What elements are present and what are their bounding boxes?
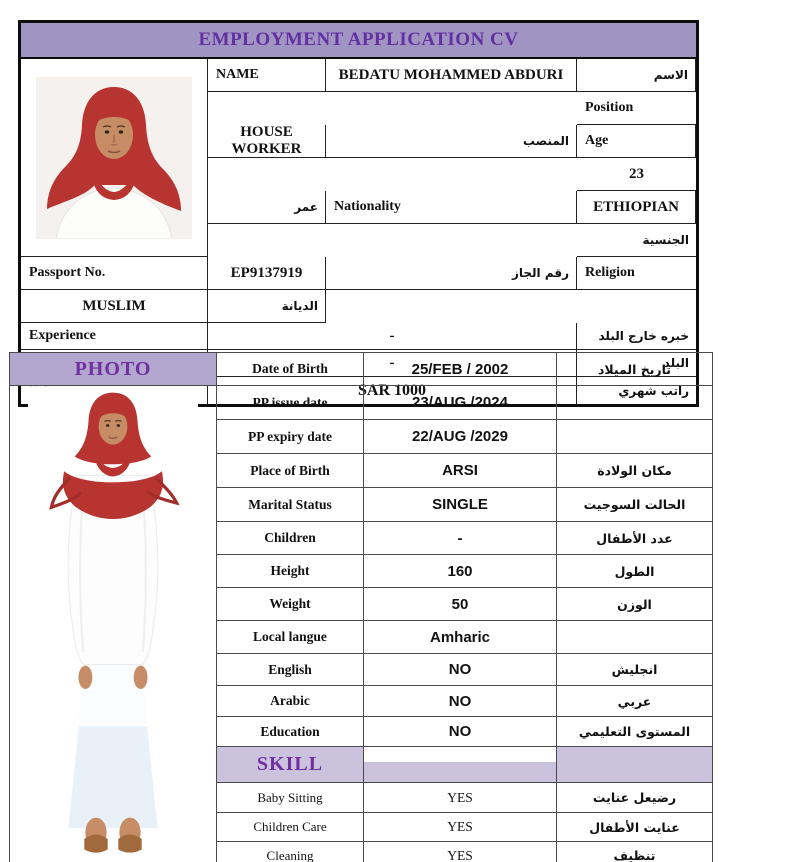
- field-label: Experience: [21, 323, 208, 350]
- bottom-table: [9, 352, 713, 862]
- field-label: Local langue: [217, 621, 364, 654]
- field-label-arabic: [557, 621, 712, 654]
- field-label: Height: [217, 555, 364, 588]
- field-value: NO: [364, 686, 557, 717]
- photo-section-header: PHOTO: [10, 353, 217, 386]
- skill-label-arabic: رضيعل عنايت: [557, 783, 712, 813]
- field-value: EP9137919: [208, 257, 326, 290]
- skill-label: Cleaning: [217, 842, 364, 862]
- page-title: EMPLOYMENT APPLICATION CV: [21, 23, 696, 59]
- headshot-illustration: [36, 77, 192, 239]
- field-label-arabic: الاسم: [577, 59, 696, 92]
- skill-label: Baby Sitting: [217, 783, 364, 813]
- white-strip: [364, 747, 556, 762]
- field-label: Weight: [217, 588, 364, 621]
- field-value: NO: [364, 654, 557, 686]
- field-value: -: [208, 350, 577, 377]
- full-body-photo: [10, 386, 217, 862]
- headshot-photo: [21, 59, 208, 257]
- field-label-arabic: المستوى التعليمي: [557, 717, 712, 747]
- field-value: ETHIOPIAN: [577, 191, 696, 224]
- field-value: -: [364, 522, 557, 555]
- field-value: BEDATU MOHAMMED ABDURI: [326, 59, 577, 92]
- skill-band-middle: [364, 747, 557, 783]
- field-label: Marital Status: [217, 488, 364, 522]
- field-label-arabic: الحالت السوجيت: [557, 488, 712, 522]
- field-value: ARSI: [364, 454, 557, 488]
- field-label-arabic: عربي: [557, 686, 712, 717]
- skill-label: Children Care: [217, 813, 364, 842]
- field-label: English: [217, 654, 364, 686]
- skill-value: YES: [364, 783, 557, 813]
- field-label: Position: [577, 92, 696, 125]
- field-label-arabic: انجليش: [557, 654, 712, 686]
- field-value: 50: [364, 588, 557, 621]
- field-label-arabic: الديانة: [208, 290, 326, 323]
- field-label-arabic: الطول: [557, 555, 712, 588]
- skill-label-arabic: تنظيف: [557, 842, 712, 862]
- field-label-arabic: رقم الجاز: [326, 257, 577, 290]
- field-label-arabic: [557, 386, 712, 420]
- field-label-arabic: [557, 420, 712, 454]
- field-label-arabic: الجنسية: [577, 224, 696, 257]
- full-body-illustration: [28, 386, 198, 856]
- field-label: Nationality: [326, 191, 577, 224]
- field-value: SINGLE: [364, 488, 557, 522]
- field-label-arabic: عمر: [208, 191, 326, 224]
- field-value: MUSLIM: [21, 290, 208, 323]
- field-label-arabic: راتب شهري: [618, 383, 689, 398]
- field-label: Age: [577, 125, 696, 158]
- field-label-arabic: البلد: [577, 350, 696, 377]
- field-value: NO: [364, 717, 557, 747]
- field-label: Date of Birth: [217, 353, 364, 386]
- field-label: PP issue date: [217, 386, 364, 420]
- skill-value: YES: [364, 842, 557, 862]
- skill-label-arabic: عنايت الأطفال: [557, 813, 712, 842]
- field-value: 22/AUG /2029: [364, 420, 557, 454]
- field-value: 23: [577, 158, 696, 191]
- field-value: -: [208, 323, 577, 350]
- field-label-arabic: خبره خارج البلد: [577, 323, 696, 350]
- field-label: Arabic: [217, 686, 364, 717]
- field-value: HOUSE WORKER: [208, 125, 326, 158]
- personal-info-table: [21, 59, 696, 323]
- field-label: Education: [217, 717, 364, 747]
- skill-section-header: SKILL: [217, 747, 364, 783]
- field-label: Children: [217, 522, 364, 555]
- field-label: Place of Birth: [217, 454, 364, 488]
- field-value: Amharic: [364, 621, 557, 654]
- field-label: NAME: [208, 59, 326, 92]
- field-value: 23/AUG /2024: [364, 386, 557, 420]
- field-label: PP expiry date: [217, 420, 364, 454]
- top-table: [18, 20, 699, 407]
- field-label-arabic: الوزن: [557, 588, 712, 621]
- field-label-arabic: مكان الولادة: [557, 454, 712, 488]
- skill-band-right: [557, 747, 712, 783]
- field-value: 25/FEB / 2002: [364, 353, 557, 386]
- field-value: 160: [364, 555, 557, 588]
- field-label: Passport No.: [21, 257, 208, 290]
- field-label-arabic: تاريخ الميلاد: [557, 353, 712, 386]
- field-label-arabic: المنصب: [326, 125, 577, 158]
- skill-value: YES: [364, 813, 557, 842]
- field-label: Religion: [577, 257, 696, 290]
- field-label-arabic: عدد الأطفال: [557, 522, 712, 555]
- field-value: SAR 1000: [208, 377, 577, 404]
